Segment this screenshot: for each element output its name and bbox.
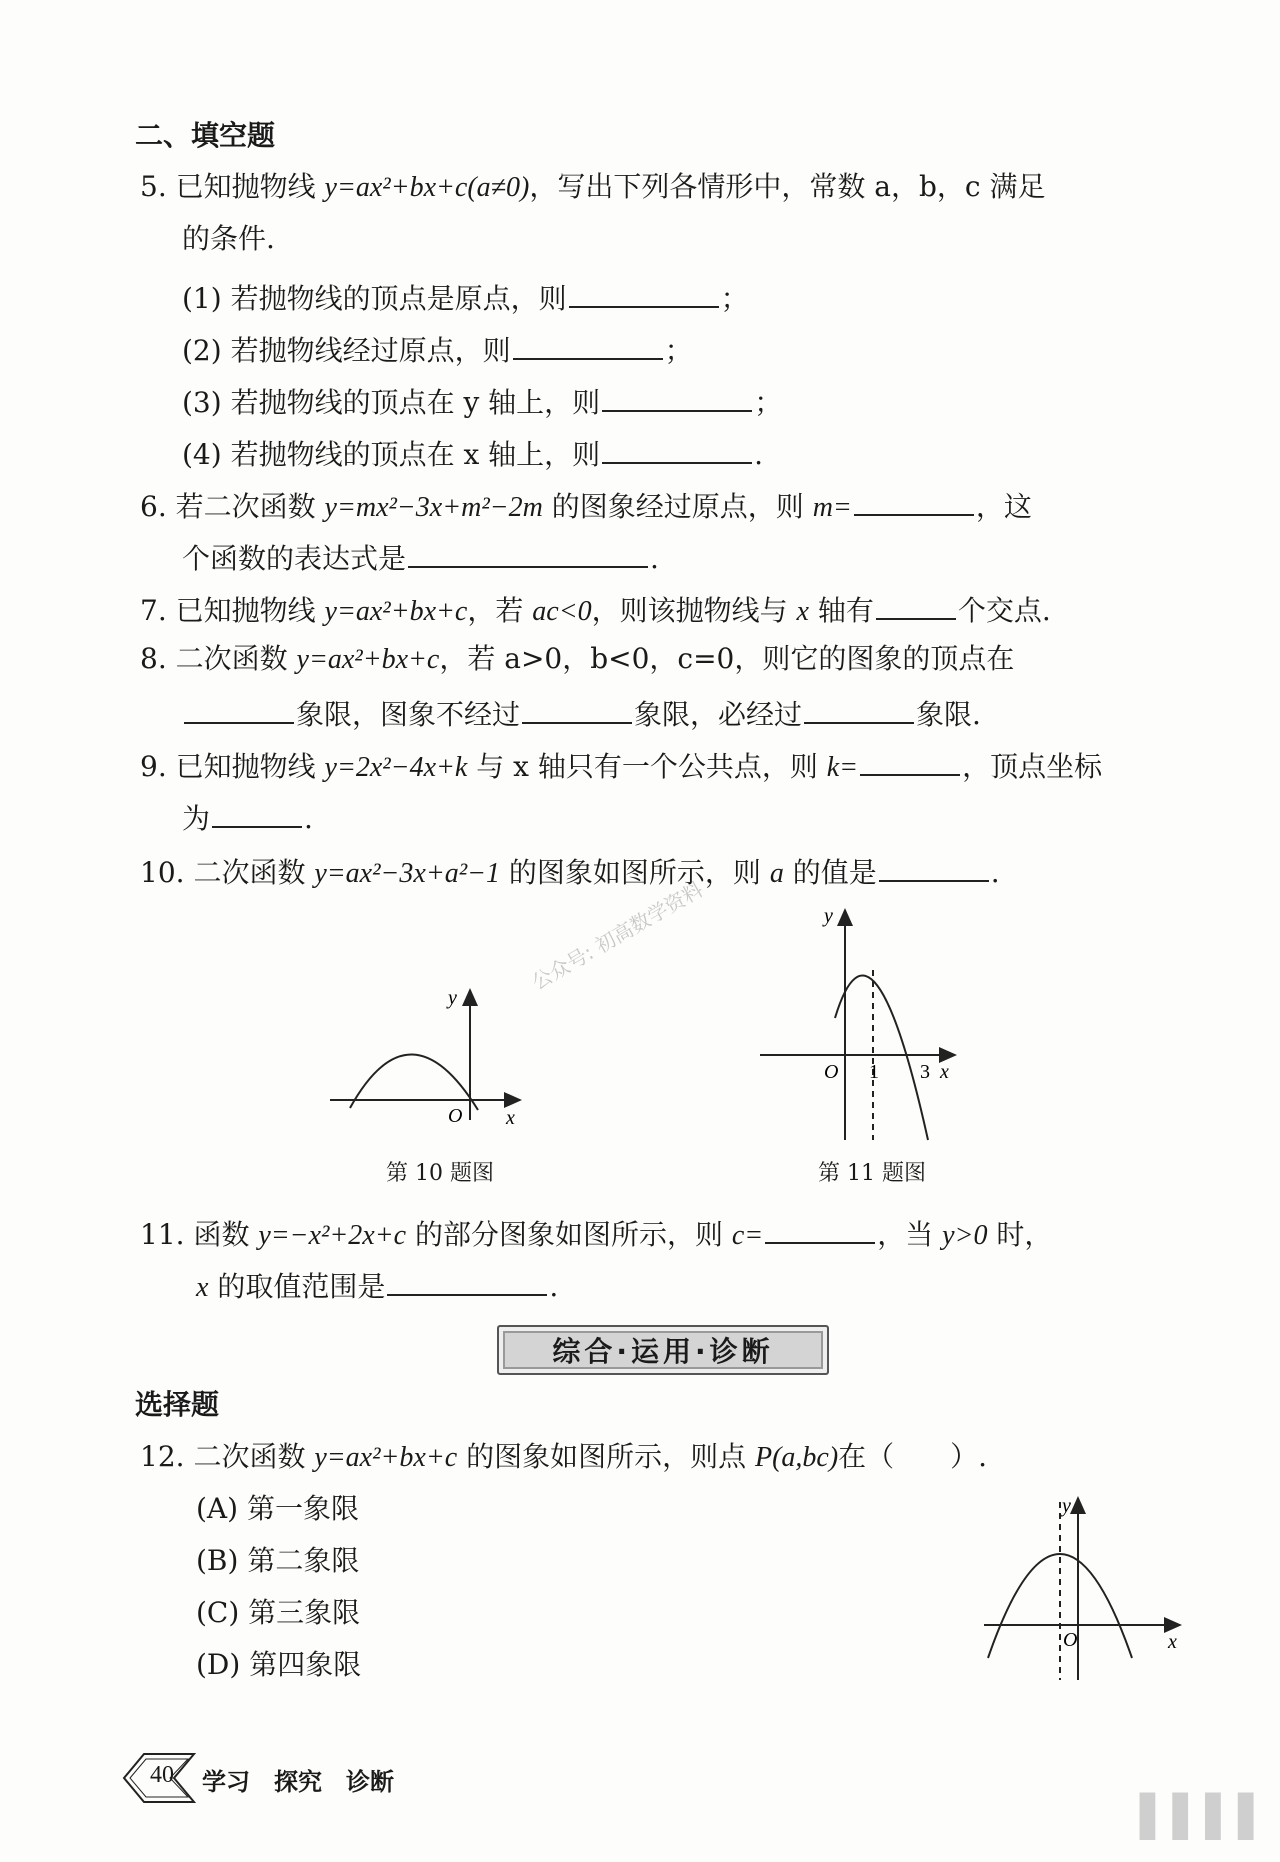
figure-12	[980, 1490, 1190, 1690]
q12-option-c[interactable]: (C) 第三象限	[196, 1596, 361, 1629]
y-label: y	[448, 987, 457, 1009]
q7-condition: ac<0	[532, 596, 592, 627]
q7-mid: ，若	[467, 594, 524, 627]
x-label: x	[940, 1061, 949, 1083]
q8-pre: 二次函数	[175, 642, 288, 675]
q8-l2a: 象限，图象不经过	[296, 698, 521, 731]
question-6	[140, 486, 1032, 525]
q5-sub-3-text: (3) 若抛物线的顶点在 y 轴上，则	[182, 386, 601, 419]
q6-number: 6.	[140, 490, 167, 523]
figure-10	[320, 980, 540, 1130]
figure-11-caption: 第 11 题图	[818, 1161, 926, 1186]
q11-x: x	[196, 1272, 209, 1303]
q12-post: 的图象如图所示，则点	[466, 1440, 747, 1473]
q12-equation: y=ax²+bx+c	[314, 1442, 458, 1473]
figure-11	[750, 900, 970, 1150]
figure-10-caption: 第 10 题图	[386, 1161, 494, 1186]
question-10	[140, 852, 1000, 891]
answer-blank[interactable]	[602, 434, 752, 464]
q6-pre: 若二次函数	[175, 490, 316, 523]
q11-line2-text: 的取值范围是	[217, 1270, 386, 1303]
q6-line2	[182, 538, 659, 576]
x-label: x	[506, 1107, 515, 1129]
answer-blank[interactable]	[602, 382, 752, 412]
q12-number: 12.	[140, 1440, 185, 1473]
q7-number: 7.	[140, 594, 167, 627]
q8-l2b: 象限，必经过	[634, 698, 803, 731]
q5-sub-3	[182, 382, 782, 420]
q12-option-b[interactable]: (B) 第二象限	[196, 1544, 360, 1577]
q10-a: a	[769, 858, 784, 889]
q9-line2-text: 为	[182, 802, 211, 835]
q6-line2-text: 个函数的表达式是	[182, 542, 407, 575]
q5-post: ，写出下列各情形中，常数 a，b，c 满足	[529, 170, 1046, 203]
q10-number: 10.	[140, 856, 185, 889]
q11-var: c=	[731, 1220, 764, 1251]
q6-end: ，这	[975, 490, 1032, 523]
q11-mid: ，当	[877, 1218, 934, 1251]
corner-logo-icon: ▌▌▌▌	[1140, 1794, 1272, 1840]
q5-line2: 的条件.	[182, 222, 275, 255]
watermark: 公众号: 初高数学资料	[527, 877, 707, 995]
footer-text: 学习 探究 诊断	[202, 1768, 394, 1796]
answer-blank[interactable]	[513, 330, 663, 360]
answer-blank[interactable]	[876, 590, 956, 620]
q5-sub-1	[182, 278, 749, 316]
q12-option-a[interactable]: (A) 第一象限	[196, 1492, 359, 1525]
question-8	[140, 642, 1014, 677]
q11-pre: 函数	[193, 1218, 250, 1251]
q5-sub-1-end: ；	[720, 282, 749, 315]
q10-pre: 二次函数	[193, 856, 306, 889]
answer-blank[interactable]	[860, 746, 960, 776]
q8-l2c: 象限.	[916, 698, 981, 731]
x-label: x	[1168, 1631, 1177, 1653]
answer-blank[interactable]	[184, 694, 294, 724]
q11-line2-end: .	[549, 1270, 559, 1303]
answer-blank[interactable]	[765, 1214, 875, 1244]
q7-post2: 轴有	[817, 594, 874, 627]
tick-3-label: 3	[920, 1061, 930, 1083]
q7-end: 个交点.	[957, 594, 1051, 627]
answer-blank[interactable]	[854, 486, 974, 516]
q10-end: .	[990, 856, 1000, 889]
q12-point: P(a,bc)	[754, 1442, 839, 1473]
q9-line2	[182, 798, 313, 836]
q9-end: ，顶点坐标	[962, 750, 1103, 783]
q5-sub-2-text: (2) 若抛物线经过原点，则	[182, 334, 511, 367]
q6-var: m=	[812, 492, 852, 523]
tick-1-label: 1	[869, 1061, 879, 1083]
question-5	[140, 170, 1045, 205]
q5-sub-4-text: (4) 若抛物线的顶点在 x 轴上，则	[182, 438, 601, 471]
q10-post2: 的值是	[792, 856, 877, 889]
question-11	[140, 1214, 1052, 1253]
origin-label: O	[824, 1061, 839, 1083]
q5-sub-2-end: ；	[664, 334, 693, 367]
q5-number: 5.	[140, 170, 167, 203]
question-12	[140, 1440, 987, 1475]
q5-sub-2	[182, 330, 693, 368]
parabola	[350, 1054, 478, 1110]
y-label: y	[824, 905, 833, 927]
q5-sub-4-end: .	[754, 438, 764, 471]
q5-pre: 已知抛物线	[175, 170, 316, 203]
q9-number: 9.	[140, 750, 167, 783]
origin-label: O	[448, 1105, 463, 1127]
q11-end: 时，	[996, 1218, 1053, 1251]
q9-post: 与 x 轴只有一个公共点，则	[476, 750, 818, 783]
answer-blank[interactable]	[569, 278, 719, 308]
q7-pre: 已知抛物线	[175, 594, 316, 627]
page-number: 40	[150, 1762, 174, 1788]
q11-line2	[196, 1266, 558, 1305]
q5-sub-3-end: ；	[754, 386, 783, 419]
q8-equation: y=ax²+bx+c	[296, 644, 440, 675]
q12-option-d[interactable]: (D) 第四象限	[196, 1648, 362, 1681]
q9-var: k=	[826, 752, 859, 783]
answer-blank[interactable]	[522, 694, 632, 724]
answer-blank[interactable]	[879, 852, 989, 882]
answer-blank[interactable]	[387, 1266, 547, 1296]
q9-pre: 已知抛物线	[175, 750, 316, 783]
question-9	[140, 746, 1102, 785]
q5-sub-1-text: (1) 若抛物线的顶点是原点，则	[182, 282, 567, 315]
answer-blank[interactable]	[804, 694, 914, 724]
q7-equation: y=ax²+bx+c	[324, 596, 468, 627]
q12-end: 在（ ）.	[838, 1440, 988, 1473]
q5-equation: y=ax²+bx+c(a≠0)	[324, 172, 530, 203]
parabola	[835, 976, 928, 1140]
q9-equation: y=2x²−4x+k	[324, 752, 468, 783]
section-banner: 综合·运用·诊断	[497, 1325, 829, 1375]
q9-line2-end: .	[304, 802, 313, 835]
answer-blank[interactable]	[212, 798, 302, 828]
answer-blank[interactable]	[408, 538, 648, 568]
section-heading-choice: 选择题	[135, 1388, 220, 1421]
q10-post: 的图象如图所示，则	[508, 856, 761, 889]
q6-line2-end: .	[650, 542, 659, 575]
q6-mid: 的图象经过原点，则	[551, 490, 804, 523]
q12-pre: 二次函数	[193, 1440, 306, 1473]
q8-line2	[182, 694, 981, 732]
y-label: y	[1062, 1495, 1071, 1517]
q8-number: 8.	[140, 642, 167, 675]
q10-equation: y=ax²−3x+a²−1	[314, 858, 501, 889]
origin-label: O	[1063, 1629, 1078, 1651]
question-7	[140, 590, 1051, 629]
q7-post: ，则该抛物线与	[591, 594, 788, 627]
q6-equation: y=mx²−3x+m²−2m	[324, 492, 543, 523]
q11-post: 的部分图象如图所示，则	[414, 1218, 723, 1251]
q11-number: 11.	[140, 1218, 185, 1251]
q11-equation: y=−x²+2x+c	[258, 1220, 407, 1251]
q8-post: ，若 a>0，b<0，c=0，则它的图象的顶点在	[439, 642, 1015, 675]
q7-x: x	[796, 596, 809, 627]
q11-condition: y>0	[942, 1220, 988, 1251]
section-heading-fill: 二、填空题	[135, 119, 276, 152]
q5-sub-4	[182, 434, 763, 472]
